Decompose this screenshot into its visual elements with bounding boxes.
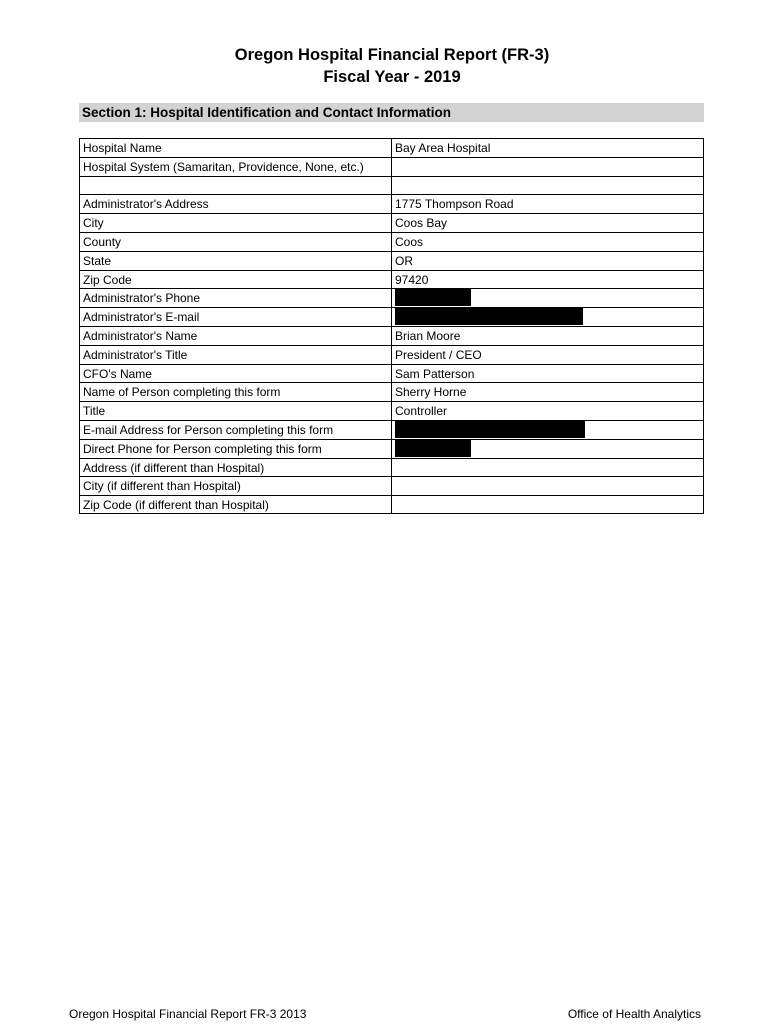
form-row-alt-zip [79,495,704,514]
field-label: Name of Person completing this form [80,383,392,401]
zip-value[interactable]: 97420 [392,271,704,289]
field-label: State [80,252,392,270]
form-row-county [79,232,704,251]
field-label [80,177,392,195]
field-label: Administrator's E-mail [80,308,392,326]
fiscal-year-subtitle: Fiscal Year - 2019 [323,68,461,86]
form-row-state [79,251,704,270]
preparer-email-value[interactable] [392,421,704,439]
form-row-hospital-name [79,138,704,157]
form-row-cfo-name [79,364,704,383]
admin-email-value[interactable] [392,308,704,326]
form-row-admin-phone [79,288,704,307]
hospital-system-value[interactable] [392,158,704,176]
field-label: Direct Phone for Person completing this form [80,440,392,458]
county-value[interactable]: Coos [392,233,704,251]
form-row-admin-title [79,345,704,364]
hospital-name-value[interactable]: Bay Area Hospital [392,139,704,157]
form-row-alt-address [79,458,704,477]
form-row-hospital-system [79,157,704,176]
alt-address-value[interactable] [392,459,704,477]
field-label: County [80,233,392,251]
redaction-box [395,421,585,438]
field-label: Hospital System (Samaritan, Providence, None, etc.) [80,158,392,176]
cfo-name-value[interactable]: Sam Patterson [392,365,704,383]
section-header: Section 1: Hospital Identification and Contact Information [79,103,704,122]
document-title: Oregon Hospital Financial Report (FR-3) [234,46,550,64]
field-label: E-mail Address for Person completing this form [80,421,392,439]
field-label: City (if different than Hospital) [80,477,392,495]
field-label: Zip Code [80,271,392,289]
preparer-title-value[interactable]: Controller [392,402,704,420]
field-label: CFO's Name [80,365,392,383]
field-label: Hospital Name [80,139,392,157]
admin-title-value[interactable]: President / CEO [392,346,704,364]
form-row-admin-address [79,194,704,213]
identification-form-table [79,138,704,514]
redaction-box [395,440,471,457]
field-label: Administrator's Address [80,195,392,213]
form-row-zip [79,270,704,289]
form-row-blank [79,176,704,195]
field-label: Administrator's Name [80,327,392,345]
form-row-admin-name [79,326,704,345]
redaction-box [395,289,471,306]
form-row-admin-email [79,307,704,326]
field-label: Administrator's Phone [80,289,392,307]
form-row-city [79,213,704,232]
form-row-alt-city [79,476,704,495]
form-row-preparer-email [79,420,704,439]
field-label: Zip Code (if different than Hospital) [80,496,392,513]
state-value[interactable]: OR [392,252,704,270]
preparer-name-value[interactable]: Sherry Horne [392,383,704,401]
admin-address-value[interactable]: 1775 Thompson Road [392,195,704,213]
field-label: City [80,214,392,232]
field-label: Title [80,402,392,420]
alt-city-value[interactable] [392,477,704,495]
field-label: Administrator's Title [80,346,392,364]
blank-value[interactable] [392,177,704,195]
footer-office: Office of Health Analytics [567,1007,701,1021]
redaction-box [395,308,583,325]
admin-phone-value[interactable] [392,289,704,307]
admin-name-value[interactable]: Brian Moore [392,327,704,345]
form-row-preparer-title [79,401,704,420]
form-row-preparer-name [79,382,704,401]
preparer-phone-value[interactable] [392,440,704,458]
alt-zip-value[interactable] [392,496,704,513]
city-value[interactable]: Coos Bay [392,214,704,232]
footer-form-id: Oregon Hospital Financial Report FR-3 2013 [69,1007,307,1021]
field-label: Address (if different than Hospital) [80,459,392,477]
form-row-preparer-phone [79,439,704,458]
